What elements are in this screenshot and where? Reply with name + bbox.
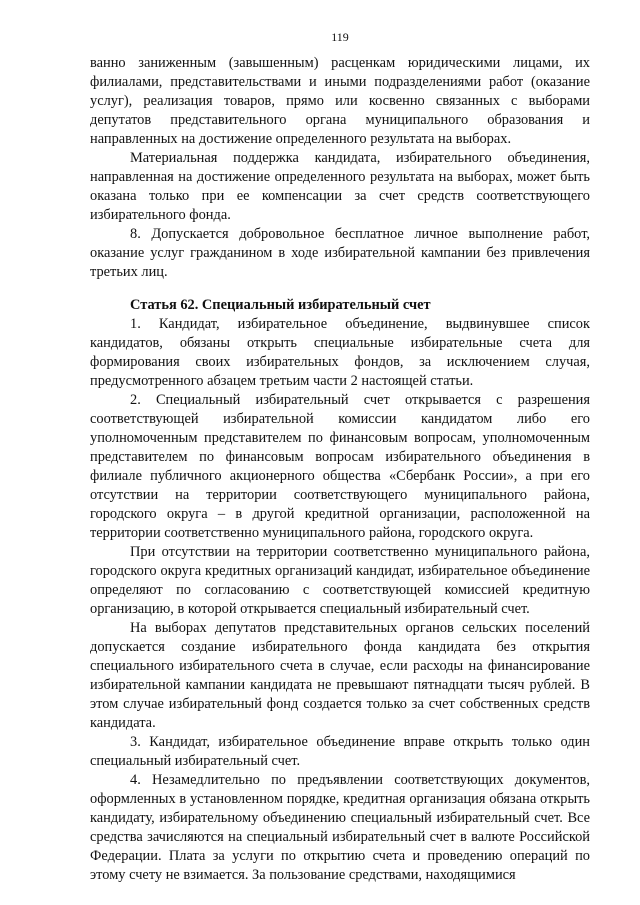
page-number: 119	[331, 30, 349, 44]
paragraph: При отсутствии на территории соответственно муниципального района, городского округа кредитных организаций кандидат, избирательное объединение определяют по согласованию с соответствующей комиссией кредитную организацию, в которой открывается специальный избирательный счет.	[90, 544, 590, 617]
article-title: Статья 62. Специальный избирательный счет	[130, 297, 431, 313]
paragraph: ванно заниженным (завышенным) расценкам юридическими лицами, их филиалами, представительствами и иными подразделениями работ (оказание услуг), реализация товаров, прямо или косвенно связанных с выборами депутатов представительного органа муниципального образования и направленных на достижение определенного результата на выборах.	[90, 55, 590, 147]
paragraph: 1. Кандидат, избирательное объединение, выдвинувшее список кандидатов, обязаны открыть специальные избирательные счета для формирования своих избирательных фондов, за исключением случая, предусмотренного абзацем третьим части 2 настоящей статьи.	[90, 316, 590, 389]
document-body	[90, 54, 590, 885]
paragraph: На выборах депутатов представительных органов сельских поселений допускается создание избирательного фонда кандидата без открытия специального избирательного счета в случае, если расходы на финансирование избирательной кампании кандидата не превышают пятнадцати тысяч рублей. В этом случае избирательный фонд создается только за счет собственных средств кандидата.	[90, 620, 590, 731]
paragraph: 8. Допускается добровольное бесплатное личное выполнение работ, оказание услуг гражданином в ходе избирательной кампании без привлечения третьих лиц.	[90, 226, 590, 280]
paragraph: 3. Кандидат, избирательное объединение вправе открыть только один специальный избирательный счет.	[90, 734, 590, 769]
paragraph: Материальная поддержка кандидата, избирательного объединения, направленная на достижение определенного результата на выборах, может быть оказана только при ее компенсации за счет средств соответствующего избирательного фонда.	[90, 150, 590, 223]
paragraph: 2. Специальный избирательный счет открывается с разрешения соответствующей избирательной комиссии кандидатом либо его уполномоченным представителем по финансовым вопросам, уполномоченным представителем по финансовым вопросам избирательного объединения в филиале публичного акционерного общества «Сбербанк России», а при его отсутствии на территории соответствующего муниципального района, городского округа – в другой кредитной организации, расположенной на территории соответственно муниципального района, городского округа.	[90, 392, 590, 541]
paragraph: 4. Незамедлительно по предъявлении соответствующих документов, оформленных в установленном порядке, кредитная организация обязана открыть кандидату, избирательному объединению специальный избирательный счет. Все средства зачисляются на специальный избирательный счет в валюте Российской Федерации. Плата за услуги по открытию счета и проведению операций по этому счету не взимается. За пользование средствами, находящимися	[90, 772, 590, 883]
document-page	[90, 30, 590, 885]
